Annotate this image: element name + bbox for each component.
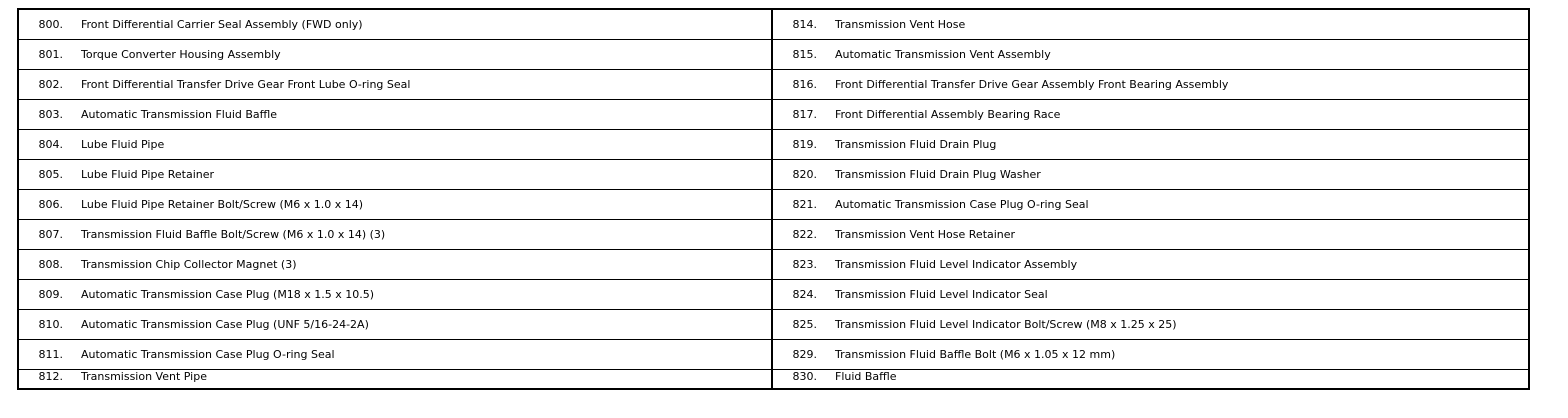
part-description: Torque Converter Housing Assembly [81,48,281,61]
parts-legend-table [17,8,1530,390]
part-description: Transmission Fluid Drain Plug [835,138,997,151]
part-description: Transmission Fluid Drain Plug Washer [835,168,1041,181]
part-number: 830. [792,370,817,383]
part-cell [18,310,772,340]
part-number: 816. [792,78,817,91]
part-description: Front Differential Carrier Seal Assembly (FWD only) [81,18,363,31]
part-description: Transmission Fluid Baffle Bolt (M6 x 1.05 x 12 mm) [835,348,1116,361]
part-description: Automatic Transmission Case Plug (UNF 5/16-24-2A) [81,318,369,331]
part-cell [772,280,1529,310]
part-cell [18,340,772,370]
part-cell [772,130,1529,160]
part-cell [772,160,1529,190]
part-cell [18,40,772,70]
part-number: 819. [792,138,817,151]
part-cell [18,370,772,390]
table-row [18,70,1529,100]
part-description: Front Differential Transfer Drive Gear Front Lube O-ring Seal [81,78,411,91]
part-number: 812. [38,370,63,383]
part-description: Transmission Vent Pipe [81,370,207,383]
part-number: 822. [792,228,817,241]
part-description: Transmission Fluid Baffle Bolt/Screw (M6 x 1.0 x 14) (3) [81,228,386,241]
part-description: Transmission Vent Hose Retainer [835,228,1016,241]
part-description: Transmission Fluid Level Indicator Assembly [835,258,1078,271]
part-cell [18,280,772,310]
part-cell [772,310,1529,340]
part-cell [772,70,1529,100]
part-cell [772,220,1529,250]
part-cell [18,130,772,160]
table-row [18,250,1529,280]
part-description: Fluid Baffle [835,370,897,383]
part-number: 802. [38,78,63,91]
part-cell [772,250,1529,280]
part-number: 820. [792,168,817,181]
part-cell [772,9,1529,40]
part-number: 801. [38,48,63,61]
part-cell [18,250,772,280]
part-description: Transmission Vent Hose [835,18,966,31]
part-number: 803. [38,108,63,121]
table-row [18,280,1529,310]
part-description: Automatic Transmission Vent Assembly [835,48,1051,61]
part-cell [772,40,1529,70]
parts-legend-body [18,9,1529,389]
part-cell [18,70,772,100]
part-cell [18,9,772,40]
table-row [18,40,1529,70]
part-description: Automatic Transmission Case Plug O-ring Seal [835,198,1089,211]
part-number: 815. [792,48,817,61]
part-number: 814. [792,18,817,31]
part-number: 809. [38,288,63,301]
part-description: Automatic Transmission Fluid Baffle [81,108,278,121]
part-number: 829. [792,348,817,361]
part-number: 807. [38,228,63,241]
part-number: 817. [792,108,817,121]
part-description: Automatic Transmission Case Plug O-ring Seal [81,348,335,361]
part-number: 810. [38,318,63,331]
table-row [18,130,1529,160]
part-number: 806. [38,198,63,211]
part-cell [18,100,772,130]
table-row [18,190,1529,220]
part-number: 808. [38,258,63,271]
part-description: Transmission Fluid Level Indicator Seal [835,288,1048,301]
part-description: Lube Fluid Pipe [81,138,165,151]
part-number: 805. [38,168,63,181]
part-number: 821. [792,198,817,211]
part-number: 804. [38,138,63,151]
part-cell [772,100,1529,130]
table-row [18,100,1529,130]
part-cell [772,190,1529,220]
part-cell [18,190,772,220]
table-row [18,9,1529,40]
part-number: 811. [38,348,63,361]
part-cell [18,220,772,250]
part-description: Front Differential Assembly Bearing Race [835,108,1061,121]
part-cell [18,160,772,190]
part-description: Lube Fluid Pipe Retainer [81,168,215,181]
part-number: 800. [38,18,63,31]
part-description: Transmission Fluid Level Indicator Bolt/Screw (M8 x 1.25 x 25) [835,318,1177,331]
table-row [18,340,1529,370]
part-description: Automatic Transmission Case Plug (M18 x 1.5 x 10.5) [81,288,375,301]
part-number: 824. [792,288,817,301]
part-cell [772,340,1529,370]
part-number: 825. [792,318,817,331]
table-row [18,220,1529,250]
part-description: Lube Fluid Pipe Retainer Bolt/Screw (M6 x 1.0 x 14) [81,198,364,211]
part-description: Front Differential Transfer Drive Gear Assembly Front Bearing Assembly [835,78,1229,91]
part-description: Transmission Chip Collector Magnet (3) [81,258,297,271]
table-row [18,160,1529,190]
part-cell [772,370,1529,390]
table-row [18,370,1529,390]
part-number: 823. [792,258,817,271]
table-row [18,310,1529,340]
